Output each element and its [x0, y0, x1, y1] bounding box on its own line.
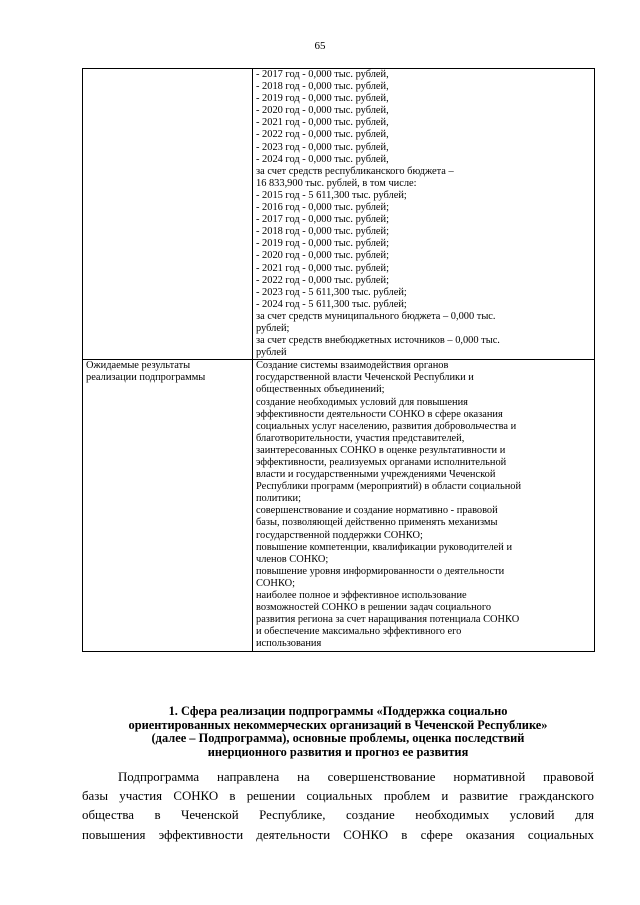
- text-line: повышение уровня информированности о деятельности: [256, 565, 505, 577]
- section-title: [82, 705, 594, 759]
- text-line: 1. Сфера реализации подпрограммы «Поддержка социально: [168, 705, 508, 718]
- text-line: социальных услуг населению, развития добровольчества и: [256, 420, 517, 432]
- text-line: - 2020 год - 0,000 тыс. рублей,: [256, 105, 389, 117]
- text-line: повышения эффективности деятельности СОНКО в сфере оказания социальных: [82, 827, 594, 842]
- page-number: 65: [314, 40, 326, 52]
- text-line: базы участия СОНКО в решении социальных проблем и развитие гражданского: [82, 789, 594, 804]
- text-line: благотворительности, участия представителей,: [256, 432, 465, 444]
- table-row: [83, 360, 595, 651]
- text-line: (далее – Подпрограмма), основные проблемы, оценка последствий: [151, 732, 525, 746]
- text-line: инерционного развития и прогноз ее развития: [207, 745, 469, 759]
- text-line: - 2017 год - 0,000 тыс. рублей;: [256, 214, 389, 226]
- text-line: реализации подпрограммы: [86, 372, 206, 384]
- text-line: - 2020 год - 0,000 тыс. рублей;: [256, 250, 389, 262]
- text-line: Ожидаемые результаты: [86, 360, 191, 372]
- text-line: власти и государственными учреждениями Чеченской: [256, 469, 496, 481]
- text-line: рублей: [256, 347, 287, 359]
- text-line: - 2024 год - 0,000 тыс. рублей,: [256, 153, 389, 165]
- text-line: совершенствование и создание нормативно - правовой: [256, 505, 498, 517]
- text-line: - 2022 год - 0,000 тыс. рублей;: [256, 274, 389, 286]
- program-passport-table: [82, 68, 595, 652]
- text-line: общественных объединений;: [256, 384, 385, 396]
- text-line: за счет средств республиканского бюджета –: [256, 165, 454, 177]
- text-line: повышение компетенции, квалификации руководителей и: [256, 541, 512, 553]
- expected-results-label-cell: [83, 360, 253, 651]
- expected-results-cell: [253, 360, 595, 651]
- text-line: - 2021 год - 0,000 тыс. рублей,: [256, 117, 389, 129]
- text-line: - 2018 год - 0,000 тыс. рублей;: [256, 226, 389, 238]
- text-line: возможностей СОНКО в решении задач социального: [256, 602, 492, 614]
- table-row: [83, 69, 595, 360]
- text-line: ориентированных некоммерческих организаций в Чеченской Республике»: [128, 718, 548, 732]
- text-line: Создание системы взаимодействия органов: [256, 360, 449, 372]
- text-line: за счет средств внебюджетных источников – 0,000 тыс.: [256, 335, 500, 347]
- text-line: эффективности, реализуемых органами исполнительной: [256, 457, 507, 468]
- table-cell-empty: [83, 69, 253, 360]
- text-line: рублей;: [256, 322, 290, 334]
- text-line: создание необходимых условий для повышения: [256, 396, 468, 408]
- text-line: СОНКО;: [256, 577, 296, 589]
- text-line: базы, позволяющей действенно применять механизмы: [256, 517, 498, 529]
- text-line: - 2021 год - 0,000 тыс. рублей;: [256, 262, 389, 274]
- text-line: наиболее полное и эффективное использование: [256, 590, 467, 602]
- text-line: использования: [256, 638, 322, 650]
- text-line: - 2022 год - 0,000 тыс. рублей,: [256, 129, 389, 141]
- text-line: - 2019 год - 0,000 тыс. рублей;: [256, 238, 389, 250]
- text-line: - 2018 год - 0,000 тыс. рублей,: [256, 81, 389, 93]
- text-line: государственной власти Чеченской Республики и: [256, 372, 474, 384]
- text-line: политики;: [256, 493, 301, 505]
- text-line: - 2016 год - 0,000 тыс. рублей;: [256, 202, 389, 214]
- funding-cell: [253, 69, 595, 360]
- text-line: - 2023 год - 5 611,300 тыс. рублей;: [256, 286, 407, 298]
- text-line: 16 833,900 тыс. рублей, в том числе:: [256, 177, 417, 189]
- text-line: Подпрограмма направлена на совершенствование нормативной правовой: [118, 770, 594, 784]
- text-line: заинтересованных СОНКО в оценке результативности и: [256, 444, 506, 456]
- text-line: государственной поддержки СОНКО;: [256, 529, 423, 541]
- text-line: членов СОНКО;: [256, 553, 329, 565]
- text-line: и обеспечение максимально эффективного его: [256, 626, 462, 638]
- text-line: эффективности деятельности СОНКО в сфере оказания: [256, 408, 503, 420]
- text-line: общества в Чеченской Республике, создание необходимых условий для: [82, 808, 594, 823]
- text-line: Республики программ (мероприятий) в области социальной: [256, 481, 522, 493]
- body-paragraph: [82, 768, 594, 845]
- text-line: - 2024 год - 5 611,300 тыс. рублей;: [256, 298, 407, 310]
- text-line: - 2015 год - 5 611,300 тыс. рублей;: [256, 189, 407, 201]
- text-line: - 2017 год - 0,000 тыс. рублей,: [256, 69, 389, 80]
- text-line: - 2023 год - 0,000 тыс. рублей,: [256, 141, 389, 153]
- text-line: развития региона за счет наращивания потенциала СОНКО: [256, 614, 520, 626]
- text-line: за счет средств муниципального бюджета – 0,000 тыс.: [256, 310, 496, 322]
- text-line: - 2019 год - 0,000 тыс. рублей,: [256, 93, 389, 105]
